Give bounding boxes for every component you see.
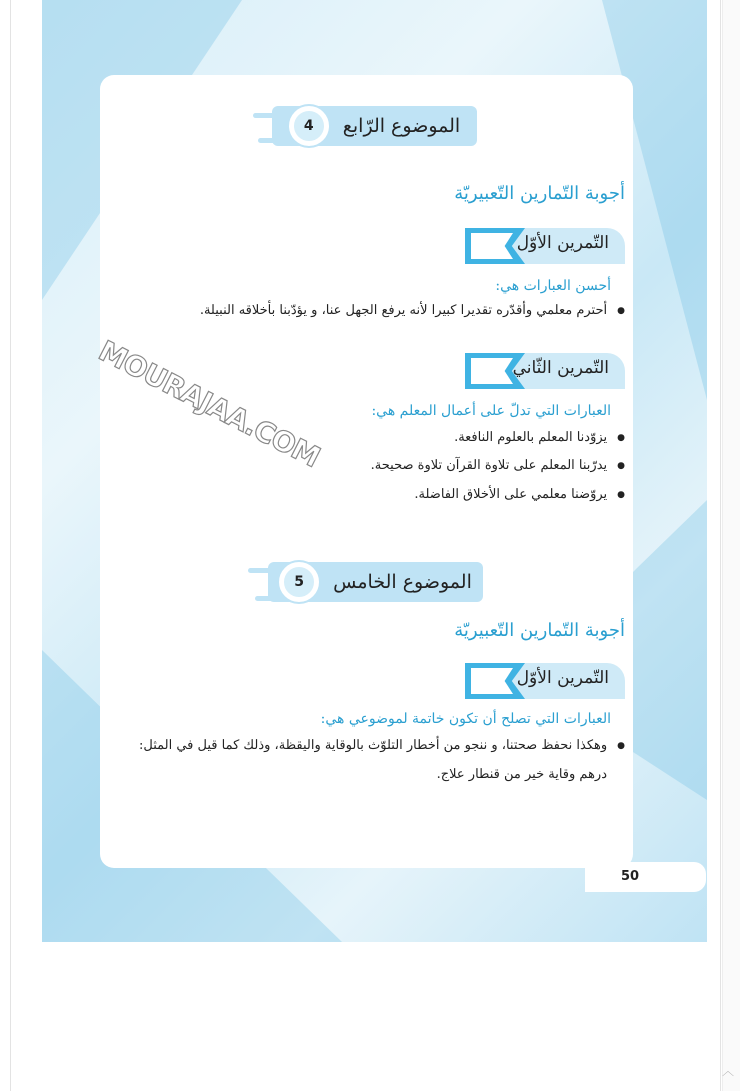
section-heading: أجوبة التّمارين التّعبيريّة xyxy=(454,183,625,204)
answer-item-continuation: درهم وقاية خير من قنطار علاج. xyxy=(436,767,607,782)
answer-item: ● يروّضنا معلمي على الأخلاق الفاضلة. xyxy=(414,487,625,502)
question-text: العبارات التي تدلّ على أعمال المعلم هي: xyxy=(371,403,611,419)
scrollbar[interactable] xyxy=(722,0,740,1091)
exercise-title: التّمرين الثّاني xyxy=(512,358,609,378)
topic-number: 4 xyxy=(289,106,329,146)
exercise-tab xyxy=(465,228,625,264)
viewer-left-border xyxy=(10,0,11,1091)
question-text: العبارات التي تصلح أن تكون خاتمة لموضوعي هي: xyxy=(320,711,611,727)
topic-number: 5 xyxy=(279,562,319,602)
exercise-tab xyxy=(465,353,625,389)
viewer-right-border xyxy=(720,0,721,1091)
answer-item: ● أحترم معلمي وأقدّره تقديرا كبيرا لأنه يرفع الجهل عنا، و يؤدّبنا بأخلاقه النبيلة. xyxy=(200,303,625,318)
answer-item: ● يدرّبنا المعلم على تلاوة القرآن تلاوة صحيحة. xyxy=(371,458,625,473)
exercise-title: التّمرين الأوّل xyxy=(516,233,609,253)
answer-item: ● وهكذا نحفظ صحتنا، و ننجو من أخطار التلوّث بالوقاية واليقظة، وذلك كما قيل في المثل: xyxy=(139,738,625,753)
watermark: MOURAJAA.COM xyxy=(93,334,325,474)
topic4-banner xyxy=(272,106,477,146)
section-heading: أجوبة التّمارين التّعبيريّة xyxy=(454,620,625,641)
scroll-up-icon[interactable]: ︿ xyxy=(721,1064,734,1078)
page-number: 50 xyxy=(585,862,706,892)
exercise-tab xyxy=(465,663,625,699)
answer-item: ● يزوّدنا المعلم بالعلوم النافعة. xyxy=(454,430,625,445)
topic-title: الموضوع الخامس xyxy=(333,571,472,593)
topic-title: الموضوع الرّابع xyxy=(342,115,461,137)
exercise-title: التّمرين الأوّل xyxy=(516,668,609,688)
topic5-banner xyxy=(268,562,483,602)
question-text: أحسن العبارات هي: xyxy=(495,278,611,294)
